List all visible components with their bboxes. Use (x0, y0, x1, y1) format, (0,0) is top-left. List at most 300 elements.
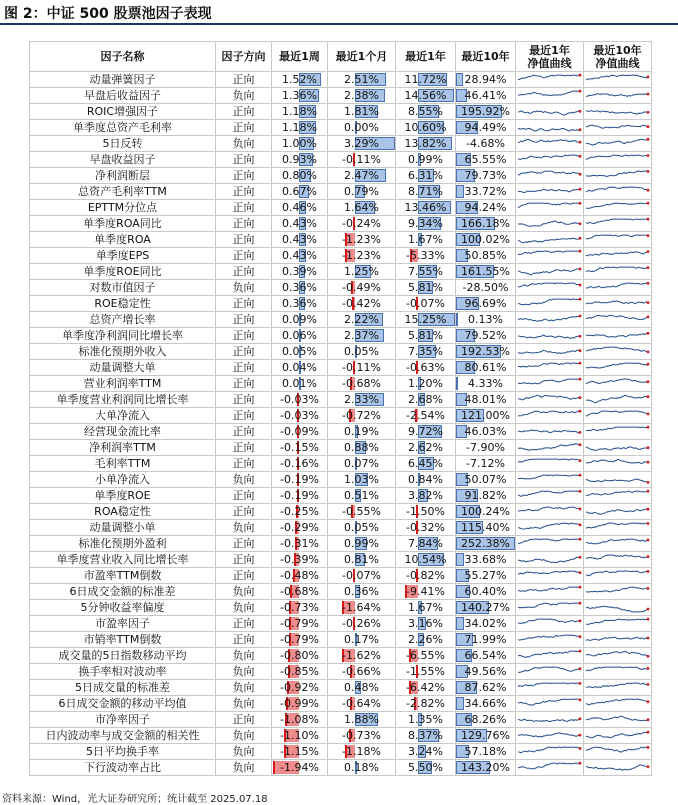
return-y1 (396, 88, 456, 104)
return-value: 1.52% (282, 73, 317, 86)
return-m1 (328, 600, 396, 616)
net-value-curve-10y (584, 552, 650, 567)
return-y10 (456, 408, 516, 424)
return-y1 (396, 504, 456, 520)
factor-name: 经营现金流比率 (30, 424, 216, 440)
return-y10 (456, 472, 516, 488)
return-value: -0.73% (280, 601, 319, 614)
return-y1 (396, 696, 456, 712)
curve-10y (584, 232, 652, 248)
return-value: -1.23% (342, 233, 381, 246)
factor-name: 单季度ROE (30, 488, 216, 504)
return-value: 2.33% (344, 393, 379, 406)
table-row (30, 72, 652, 88)
return-value: 55.27% (464, 569, 507, 582)
return-value: 13.82% (404, 137, 447, 150)
curve-10y (584, 712, 652, 728)
return-value: 0.13% (468, 313, 503, 326)
table-row (30, 456, 652, 472)
return-value: 65.55% (464, 153, 507, 166)
return-value: 1.88% (344, 713, 379, 726)
net-value-curve-10y (584, 696, 650, 711)
return-value: -6.42% (406, 681, 445, 694)
return-value: -0.72% (342, 409, 381, 422)
return-value: 66.54% (464, 649, 507, 662)
return-value: 1.20% (408, 377, 443, 390)
curve-1y (516, 408, 584, 424)
table-row (30, 280, 652, 296)
net-value-curve-10y (584, 72, 650, 87)
return-y10 (456, 232, 516, 248)
return-m1 (328, 104, 396, 120)
net-value-curve-10y (584, 424, 650, 439)
return-y1 (396, 168, 456, 184)
return-value: -0.49% (342, 281, 381, 294)
return-value: -4.68% (466, 137, 505, 150)
return-value: 7.84% (408, 537, 443, 550)
net-value-curve-1y (516, 568, 582, 583)
header-direction: 因子方向 (216, 42, 272, 72)
return-w1 (272, 136, 328, 152)
return-value: -0.82% (406, 569, 445, 582)
return-value: -0.63% (406, 361, 445, 374)
table-row (30, 104, 652, 120)
curve-1y (516, 376, 584, 392)
return-value: 34.66% (464, 697, 507, 710)
factor-direction: 正向 (216, 296, 272, 312)
return-value: -6.55% (406, 649, 445, 662)
return-value: 140.27% (461, 601, 510, 614)
net-value-curve-1y (516, 152, 582, 167)
return-value: -2.82% (406, 697, 445, 710)
curve-10y (584, 200, 652, 216)
table-row (30, 728, 652, 744)
return-y1 (396, 664, 456, 680)
net-value-curve-1y (516, 248, 582, 263)
table-row (30, 248, 652, 264)
table-row (30, 296, 652, 312)
return-value: 252.38% (461, 537, 510, 550)
curve-1y (516, 520, 584, 536)
factor-direction: 负向 (216, 696, 272, 712)
factor-direction: 正向 (216, 552, 272, 568)
factor-name: 5日成交量的标准差 (30, 680, 216, 696)
return-value: 8.55% (408, 105, 443, 118)
return-y1 (396, 520, 456, 536)
return-value: 1.00% (282, 137, 317, 150)
curve-10y (584, 760, 652, 776)
net-value-curve-10y (584, 744, 650, 759)
net-value-curve-10y (584, 536, 650, 551)
net-value-curve-10y (584, 184, 650, 199)
curve-1y (516, 600, 584, 616)
return-m1 (328, 664, 396, 680)
return-value: 5.50% (408, 761, 443, 774)
return-m1 (328, 376, 396, 392)
return-y1 (396, 264, 456, 280)
return-value: -0.31% (280, 537, 319, 550)
return-value: 10.60% (404, 121, 447, 134)
curve-10y (584, 584, 652, 600)
factor-direction: 正向 (216, 152, 272, 168)
curve-1y (516, 184, 584, 200)
factor-direction: 正向 (216, 408, 272, 424)
return-value: 71.99% (464, 633, 507, 646)
net-value-curve-10y (584, 616, 650, 631)
return-y10 (456, 104, 516, 120)
curve-1y (516, 120, 584, 136)
curve-1y (516, 616, 584, 632)
net-value-curve-10y (584, 456, 650, 471)
return-bar (456, 281, 457, 294)
curve-1y (516, 136, 584, 152)
factor-name: 单季度营业收入同比增长率 (30, 552, 216, 568)
factor-direction: 正向 (216, 344, 272, 360)
return-value: 50.85% (464, 249, 507, 262)
return-value: 0.51% (344, 489, 379, 502)
return-value: 0.09% (282, 313, 317, 326)
return-m1 (328, 120, 396, 136)
figure-title: 图 2：中证 500 股票池因子表现 (4, 6, 212, 22)
curve-1y (516, 424, 584, 440)
return-y10 (456, 664, 516, 680)
table-row (30, 584, 652, 600)
return-y10 (456, 216, 516, 232)
table-row (30, 424, 652, 440)
return-m1 (328, 456, 396, 472)
return-value: 6.45% (408, 457, 443, 470)
return-y1 (396, 712, 456, 728)
table-row (30, 120, 652, 136)
factor-direction: 正向 (216, 456, 272, 472)
return-m1 (328, 520, 396, 536)
return-value: 100.24% (461, 505, 510, 518)
return-value: 129.76% (461, 729, 510, 742)
return-m1 (328, 72, 396, 88)
return-y1 (396, 472, 456, 488)
table-row (30, 376, 652, 392)
return-value: -28.50% (462, 281, 509, 294)
factor-name: 净利润断层 (30, 168, 216, 184)
net-value-curve-1y (516, 216, 582, 231)
header-1m: 最近1个月 (328, 42, 396, 72)
return-m1 (328, 504, 396, 520)
return-y10 (456, 440, 516, 456)
return-m1 (328, 312, 396, 328)
return-w1 (272, 408, 328, 424)
return-w1 (272, 424, 328, 440)
curve-10y (584, 472, 652, 488)
curve-10y (584, 248, 652, 264)
factor-name: 成交量的5日指数移动平均 (30, 648, 216, 664)
return-value: 48.01% (464, 393, 507, 406)
return-w1 (272, 744, 328, 760)
return-value: -0.73% (342, 729, 381, 742)
factor-direction: 负向 (216, 760, 272, 776)
factor-name: 5日反转 (30, 136, 216, 152)
curve-10y (584, 568, 652, 584)
factor-name: 总资产毛利率TTM (30, 184, 216, 200)
net-value-curve-10y (584, 136, 650, 151)
net-value-curve-1y (516, 296, 582, 311)
return-y1 (396, 104, 456, 120)
return-value: 0.36% (282, 281, 317, 294)
curve-1y (516, 696, 584, 712)
return-w1 (272, 600, 328, 616)
factor-name: 早盘后收益因子 (30, 88, 216, 104)
return-value: 0.80% (282, 169, 317, 182)
curve-1y (516, 664, 584, 680)
return-y10 (456, 280, 516, 296)
factor-direction: 负向 (216, 584, 272, 600)
factor-name: 毛利率TTM (30, 456, 216, 472)
factor-direction: 正向 (216, 712, 272, 728)
factor-performance-table (29, 41, 652, 776)
curve-1y (516, 760, 584, 776)
curve-1y (516, 712, 584, 728)
return-w1 (272, 504, 328, 520)
return-value: 0.36% (282, 297, 317, 310)
factor-direction: 正向 (216, 120, 272, 136)
return-y1 (396, 600, 456, 616)
factor-name: 市销率TTM倒数 (30, 632, 216, 648)
return-bar (456, 137, 457, 150)
table-row (30, 696, 652, 712)
curve-10y (584, 152, 652, 168)
return-y1 (396, 360, 456, 376)
return-w1 (272, 232, 328, 248)
table-row (30, 136, 652, 152)
net-value-curve-1y (516, 472, 582, 487)
net-value-curve-10y (584, 360, 650, 375)
return-value: 2.22% (344, 313, 379, 326)
return-m1 (328, 88, 396, 104)
factor-name: 对数市值因子 (30, 280, 216, 296)
net-value-curve-10y (584, 392, 650, 407)
return-y10 (456, 680, 516, 696)
return-y1 (396, 728, 456, 744)
return-y10 (456, 488, 516, 504)
factor-direction: 正向 (216, 488, 272, 504)
return-y10 (456, 616, 516, 632)
factor-name: 总资产增长率 (30, 312, 216, 328)
table-row (30, 712, 652, 728)
factor-name: 5日平均换手率 (30, 744, 216, 760)
return-w1 (272, 568, 328, 584)
curve-1y (516, 328, 584, 344)
return-value: 10.54% (404, 553, 447, 566)
curve-10y (584, 136, 652, 152)
net-value-curve-10y (584, 584, 650, 599)
return-value: 0.07% (344, 457, 379, 470)
return-value: -0.66% (342, 665, 381, 678)
return-value: 49.56% (464, 665, 507, 678)
curve-1y (516, 648, 584, 664)
curve-1y (516, 344, 584, 360)
return-y1 (396, 488, 456, 504)
header-1y-curve: 最近1年 净值曲线 (516, 42, 584, 72)
curve-10y (584, 504, 652, 520)
return-value: 0.79% (344, 185, 379, 198)
return-y10 (456, 520, 516, 536)
return-w1 (272, 280, 328, 296)
return-y10 (456, 72, 516, 88)
curve-10y (584, 696, 652, 712)
return-value: -0.68% (342, 377, 381, 390)
curve-10y (584, 392, 652, 408)
return-value: -0.19% (280, 473, 319, 486)
factor-direction: 正向 (216, 248, 272, 264)
factor-direction: 正向 (216, 168, 272, 184)
return-y1 (396, 120, 456, 136)
return-bar (456, 441, 457, 454)
return-value: -0.03% (280, 409, 319, 422)
return-y10 (456, 600, 516, 616)
curve-10y (584, 744, 652, 760)
return-value: 0.06% (282, 329, 317, 342)
net-value-curve-10y (584, 440, 650, 455)
return-m1 (328, 552, 396, 568)
return-m1 (328, 728, 396, 744)
curve-10y (584, 440, 652, 456)
return-w1 (272, 264, 328, 280)
curve-10y (584, 408, 652, 424)
return-y10 (456, 696, 516, 712)
return-value: 0.04% (282, 361, 317, 374)
title-divider (0, 23, 678, 25)
return-bar (456, 697, 464, 710)
factor-direction: 正向 (216, 616, 272, 632)
return-value: 15.25% (404, 313, 447, 326)
header-1y: 最近1年 (396, 42, 456, 72)
table-row (30, 328, 652, 344)
return-m1 (328, 712, 396, 728)
return-value: 0.93% (282, 153, 317, 166)
return-w1 (272, 104, 328, 120)
curve-1y (516, 104, 584, 120)
header-10y-curve: 最近10年 净值曲线 (584, 42, 652, 72)
return-value: 121.00% (461, 409, 510, 422)
net-value-curve-1y (516, 584, 582, 599)
return-w1 (272, 552, 328, 568)
net-value-curve-10y (584, 312, 650, 327)
net-value-curve-10y (584, 632, 650, 647)
factor-name: 动量弹簧因子 (30, 72, 216, 88)
return-y10 (456, 744, 516, 760)
return-w1 (272, 616, 328, 632)
return-value: 28.94% (464, 73, 507, 86)
net-value-curve-1y (516, 232, 582, 247)
return-value: 79.52% (464, 329, 507, 342)
return-value: 1.67% (408, 601, 443, 614)
return-value: 2.47% (344, 169, 379, 182)
return-value: -7.12% (466, 457, 505, 470)
return-value: -0.92% (280, 681, 319, 694)
net-value-curve-1y (516, 424, 582, 439)
return-w1 (272, 120, 328, 136)
curve-10y (584, 264, 652, 280)
return-y10 (456, 536, 516, 552)
net-value-curve-1y (516, 696, 582, 711)
curve-10y (584, 648, 652, 664)
net-value-curve-1y (516, 184, 582, 199)
factor-name: 市盈率因子 (30, 616, 216, 632)
factor-direction: 负向 (216, 472, 272, 488)
return-value: 0.05% (344, 345, 379, 358)
return-m1 (328, 280, 396, 296)
return-y10 (456, 728, 516, 744)
table-row (30, 408, 652, 424)
net-value-curve-10y (584, 200, 650, 215)
table-row (30, 504, 652, 520)
curve-10y (584, 328, 652, 344)
return-m1 (328, 264, 396, 280)
factor-name: 小单净流入 (30, 472, 216, 488)
return-y10 (456, 312, 516, 328)
factor-name: ROE稳定性 (30, 296, 216, 312)
return-m1 (328, 424, 396, 440)
return-value: -0.25% (280, 505, 319, 518)
factor-direction: 正向 (216, 424, 272, 440)
return-value: -0.19% (280, 489, 319, 502)
curve-1y (516, 392, 584, 408)
return-value: 34.02% (464, 617, 507, 630)
return-value: -0.39% (280, 553, 319, 566)
net-value-curve-1y (516, 680, 582, 695)
net-value-curve-1y (516, 344, 582, 359)
return-w1 (272, 344, 328, 360)
factor-name: EPTTM分位点 (30, 200, 216, 216)
table-row (30, 440, 652, 456)
factor-name: 单季度EPS (30, 248, 216, 264)
factor-direction: 负向 (216, 600, 272, 616)
return-y1 (396, 312, 456, 328)
return-y1 (396, 568, 456, 584)
factor-name: 下行波动率占比 (30, 760, 216, 776)
table-row (30, 472, 652, 488)
return-value: 87.62% (464, 681, 507, 694)
return-y10 (456, 424, 516, 440)
net-value-curve-1y (516, 392, 582, 407)
return-m1 (328, 152, 396, 168)
return-value: -0.29% (280, 521, 319, 534)
factor-name: 6日成交金额的移动平均值 (30, 696, 216, 712)
header-10y: 最近10年 (456, 42, 516, 72)
net-value-curve-10y (584, 280, 650, 295)
return-bar (456, 73, 463, 86)
return-value: 9.72% (408, 425, 443, 438)
factor-direction: 负向 (216, 728, 272, 744)
return-value: -0.48% (280, 569, 319, 582)
table-row (30, 184, 652, 200)
return-value: -0.55% (342, 505, 381, 518)
return-m1 (328, 248, 396, 264)
return-value: 0.67% (282, 185, 317, 198)
return-y10 (456, 552, 516, 568)
return-y10 (456, 584, 516, 600)
return-w1 (272, 488, 328, 504)
curve-1y (516, 264, 584, 280)
return-y10 (456, 712, 516, 728)
return-m1 (328, 328, 396, 344)
return-y1 (396, 536, 456, 552)
return-value: 5.81% (408, 329, 443, 342)
factor-name: 单季度净利润同比增长率 (30, 328, 216, 344)
return-value: 0.01% (282, 377, 317, 390)
curve-10y (584, 280, 652, 296)
return-y1 (396, 616, 456, 632)
return-y1 (396, 552, 456, 568)
